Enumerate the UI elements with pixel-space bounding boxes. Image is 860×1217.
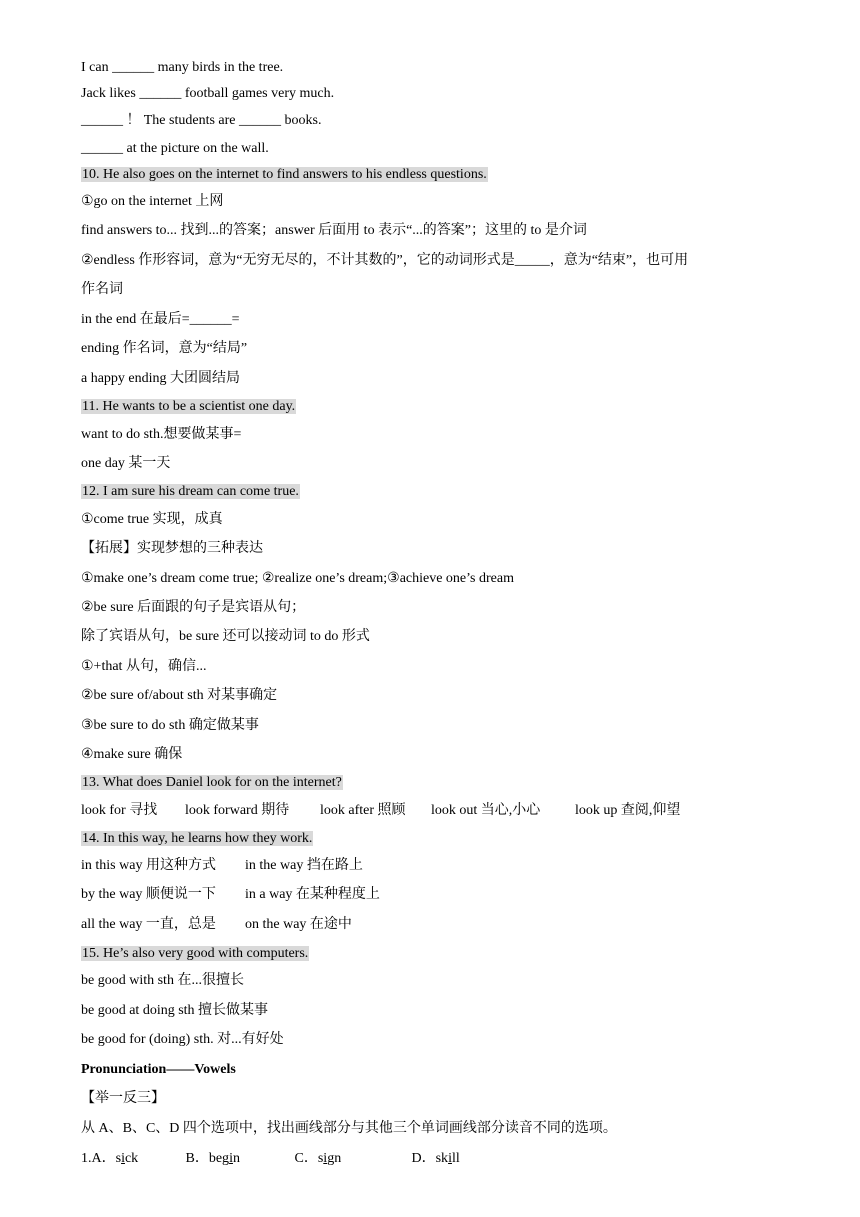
- phrase: look up 查阅,仰望: [575, 803, 681, 818]
- text-line: find answers to... 找到...的答案；answer 后面用 to 表示“...的答案”；这里的 to 是介词: [81, 223, 587, 238]
- text-line: 【举一反三】: [81, 1091, 165, 1106]
- phrase-row: [81, 802, 680, 820]
- phrase: on the way 在途中: [245, 917, 352, 932]
- text-line: ④make sure 确保: [81, 747, 183, 762]
- text-line: ①come true 实现，成真: [81, 512, 223, 527]
- option-d: D．skill: [411, 1151, 460, 1166]
- section-heading: [81, 483, 300, 501]
- option-a: A．sick: [91, 1151, 139, 1166]
- text-line: be good at doing sth 擅长做某事: [81, 1003, 269, 1018]
- phrase: in the way 挡在路上: [245, 858, 363, 873]
- text-line: 作名词: [81, 282, 123, 297]
- section-heading: [81, 945, 309, 963]
- question-number: 1.: [81, 1151, 92, 1166]
- phrase: look after 照顾: [320, 803, 406, 818]
- phrase-row: [81, 916, 352, 934]
- phrase: in a way 在某种程度上: [245, 887, 380, 902]
- text-line: ②be sure of/about sth 对某事确定: [81, 688, 278, 703]
- text-line: ①+that 从句，确信...: [81, 659, 207, 674]
- phrase: look out 当心,小心: [431, 803, 541, 818]
- heading-highlight: 10. He also goes on the internet to find answers to his endless questions.: [82, 167, 487, 182]
- heading-highlight: 13. What does Daniel look for on the internet?: [82, 775, 342, 790]
- text-line: ①make one’s dream come true; ②realize one’s dream;③achieve one’s dream: [81, 571, 514, 586]
- text-line: ______ ！ The students are ______ books.: [81, 113, 322, 128]
- phrase: all the way 一直，总是: [81, 917, 216, 932]
- section-heading: [81, 830, 313, 848]
- text-line: one day 某一天: [81, 456, 171, 471]
- text-line: 【拓展】实现梦想的三种表达: [81, 541, 263, 556]
- text-line: ending 作名词，意为“结局”: [81, 341, 248, 356]
- phrase: in this way 用这种方式: [81, 858, 216, 873]
- text-line: I can ______ many birds in the tree.: [81, 60, 284, 75]
- section-title: Pronunciation——Vowels: [81, 1062, 236, 1077]
- section-heading: [81, 398, 296, 416]
- phrase-row: [81, 886, 380, 904]
- text-line: ②endless 作形容词，意为“无穷无尽的，不计其数的”，它的动词形式是_____，意为“结束”，也可用: [81, 253, 689, 268]
- phrase: look forward 期待: [185, 803, 290, 818]
- text-line: ③be sure to do sth 确定做某事: [81, 718, 259, 733]
- phrase: by the way 顺便说一下: [81, 887, 216, 902]
- text-line: ______ at the picture on the wall.: [81, 141, 269, 156]
- option-b: B．begin: [185, 1151, 240, 1166]
- text-line: Jack likes ______ football games very much.: [81, 86, 335, 101]
- heading-highlight: 11. He wants to be a scientist one day.: [82, 399, 296, 414]
- section-heading: [81, 774, 343, 792]
- option-c: C．sign: [294, 1151, 342, 1166]
- section-heading: [81, 166, 488, 184]
- instruction-text: 从 A、B、C、D 四个选项中，找出画线部分与其他三个单词画线部分读音不同的选项。: [81, 1121, 617, 1136]
- text-line: 除了宾语从句，be sure 还可以接动词 to do 形式: [81, 629, 370, 644]
- text-line: be good for (doing) sth. 对...有好处: [81, 1032, 284, 1047]
- text-line: want to do sth.想要做某事=: [81, 427, 242, 442]
- heading-highlight: 15. He’s also very good with computers.: [82, 946, 309, 961]
- question-row: [81, 1150, 460, 1168]
- phrase: look for 寻找: [81, 803, 158, 818]
- text-line: in the end 在最后=______=: [81, 312, 240, 327]
- text-line: be good with sth 在...很擅长: [81, 973, 244, 988]
- text-line: ①go on the internet 上网: [81, 194, 224, 209]
- heading-highlight: 12. I am sure his dream can come true.: [82, 484, 299, 499]
- text-line: ②be sure 后面跟的句子是宾语从句；: [81, 600, 306, 615]
- phrase-row: [81, 857, 363, 875]
- text-line: a happy ending 大团圆结局: [81, 371, 241, 386]
- heading-highlight: 14. In this way, he learns how they work.: [82, 831, 313, 846]
